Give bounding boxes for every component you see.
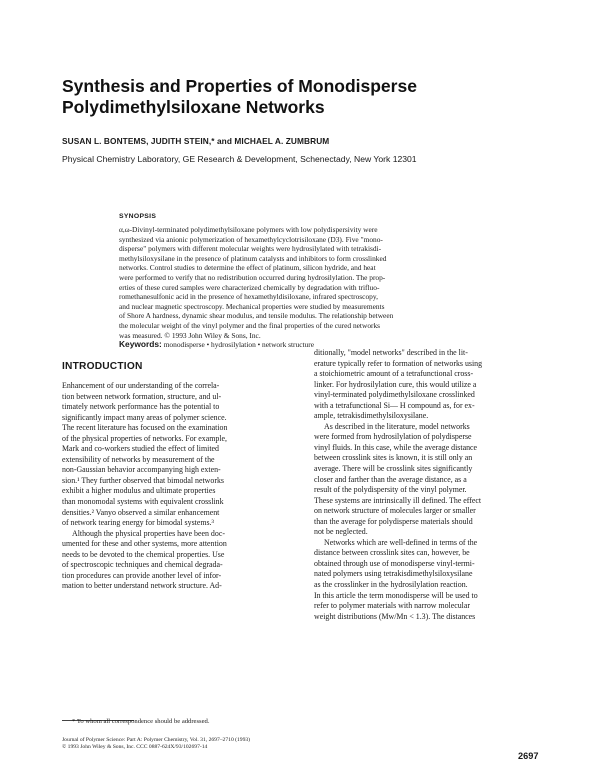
body-line: a stoichiometric amount of a tetrafunctional cross- <box>314 369 474 379</box>
body-line: with a tetrafunctional Si— H compound as, for ex- <box>314 400 475 410</box>
body-line: The recent literature has focused on the examination <box>62 423 228 433</box>
body-line: These systems are intrinsically ill defined. The effect <box>314 495 482 505</box>
body-line: significantly impact many areas of polymer science. <box>62 412 227 422</box>
abstract-line: synthesized via anionic polymerization of hexamethylcyclotrisiloxane (D3). Five "mono- <box>119 234 383 244</box>
body-line: densities.² Vanyo observed a similar enhancement <box>62 507 220 517</box>
body-line: average. There will be crosslink sites significantly <box>314 464 473 474</box>
body-line: than the average for polydisperse materials should <box>314 516 473 526</box>
body-line: on network structure of molecules larger or smaller <box>314 506 476 516</box>
title-line-2: Polydimethylsiloxane Networks <box>62 97 325 117</box>
body-line: Networks which are well-defined in terms of the <box>324 537 478 547</box>
keywords-label: Keywords: <box>119 340 162 350</box>
abstract-line: erties of these cured samples were characterized chemically by degradation with trifluo- <box>119 282 380 292</box>
body-column-left <box>62 381 294 592</box>
affiliation: Physical Chemistry Laboratory, GE Research & Development, Schenectady, New York 12301 <box>62 154 417 164</box>
title-line-1: Synthesis and Properties of Monodisperse <box>62 76 417 96</box>
abstract-line: methylsiloxysilane in the presence of platinum catalysts and inhibitors to form crosslinked <box>119 253 387 263</box>
abstract-line: of Shore A hardness, dynamic shear modulus, and tensile modulus. The relationship between <box>119 311 394 321</box>
body-line: Although the physical properties have been doc- <box>72 528 225 538</box>
article-title <box>62 76 542 118</box>
body-line: distance between crosslink sites can, however, be <box>314 548 470 558</box>
body-line: ditionally, "model networks" described in the lit- <box>314 348 468 357</box>
body-line: vinyl-terminated polydimethylsiloxane crosslinked <box>314 390 475 400</box>
abstract-line: romethanesulfonic acid in the presence of hexamethyldisiloxane, infrared spectroscopy, <box>119 292 378 302</box>
abstract-line: disperse" polymers with different molecular weights were hydrosilylated with tetrakisdi- <box>119 244 382 254</box>
synopsis-heading: SYNOPSIS <box>119 213 157 220</box>
body-line: sion.¹ They further observed that bimodal networks <box>62 475 224 485</box>
body-line: Mark and co-workers studied the effect of limited <box>62 444 219 454</box>
body-line: umented for these and other systems, more attention <box>62 539 227 549</box>
body-line: erature typically refer to formation of networks using <box>314 358 483 368</box>
body-line: refer to polymer materials with narrow molecular <box>314 601 470 611</box>
body-line: obtained through use of monodisperse vinyl-termi- <box>314 558 475 568</box>
correspondence-footnote: * To whom all correspondence should be addressed. <box>72 718 210 725</box>
body-line: than monomodal systems with equivalent crosslink <box>62 497 224 507</box>
introduction-heading: INTRODUCTION <box>62 361 143 372</box>
body-line: ample, tetrakisdimethylsiloxysilane. <box>314 411 429 421</box>
abstract-line: were performed to verify that no redistribution occurred during hydrosilylation. The prop- <box>119 272 386 282</box>
body-line: In this article the term monodisperse will be used to <box>314 590 478 600</box>
abstract-line: was measured. © 1993 John Wiley & Sons, Inc. <box>119 330 261 340</box>
body-line: closer and farther than the average distance, as a <box>314 474 467 484</box>
page-number: 2697 <box>518 751 539 761</box>
abstract-line: networks. Control studies to determine the effect of platinum, silicon hydride, and heat <box>119 263 376 273</box>
synopsis-abstract <box>119 225 541 350</box>
body-line: Enhancement of our understanding of the correla- <box>62 381 220 390</box>
abstract-line: and nuclear magnetic spectroscopy. Mechanical properties were studied by measurements <box>119 301 385 311</box>
body-line: timately network performance has the potential to <box>62 402 220 412</box>
journal-citation <box>62 737 298 751</box>
body-line: extensibility of networks by measurement of the <box>62 454 215 464</box>
body-line: of spectroscopic techniques and chemical degrada- <box>62 560 223 570</box>
body-line: as the crosslinker in the hydrosilylation reaction. <box>314 580 468 590</box>
body-line: weight distributions (Mw/Mn < 1.3). The distances <box>314 611 476 621</box>
body-line: vinyl fluids. In this case, while the average distance <box>314 442 478 452</box>
journal-line: © 1993 John Wiley & Sons, Inc. CCC 0887-624X/93/102697-14 <box>62 744 208 751</box>
body-line: between crosslink sites is known, it is still only an <box>314 453 473 463</box>
journal-line: Journal of Polymer Science: Part A: Polymer Chemistry, Vol. 31, 2697–2710 (1993) <box>62 737 251 743</box>
abstract-line: the molecular weight of the vinyl polymer and the final properties of the cured networks <box>119 320 381 330</box>
body-line: linker. For hydrosilylation cure, this would utilize a <box>314 379 477 389</box>
body-line: tion procedures can provide another level of infor- <box>62 570 222 580</box>
abstract-line: α,ω-Divinyl-terminated polydimethylsiloxane polymers with low polydispersivity were <box>119 225 378 234</box>
body-line: needs to be devoted to the chemical properties. Use <box>62 549 225 559</box>
body-line: exhibit a higher modulus and ultimate properties <box>62 486 216 496</box>
body-line: non-Gaussian behavior accompanying high exten- <box>62 465 221 475</box>
body-line: were formed from hydrosilylation of polydisperse <box>314 432 472 442</box>
body-line: tion between network formation, structure, and ul- <box>62 391 222 401</box>
body-line: nated polymers using tetrakisdimethylsiloxysilane <box>314 569 473 579</box>
body-line: of network tearing energy for bimodal systems.³ <box>62 518 214 528</box>
body-line: mation to better understand network structure. Ad- <box>62 581 222 591</box>
body-line: not be neglected. <box>314 527 368 537</box>
author-list: SUSAN L. BONTEMS, JUDITH STEIN,* and MICHAEL A. ZUMBRUM <box>62 136 330 146</box>
keywords-text: monodisperse • hydrosilylation • network structure <box>163 340 314 350</box>
body-line: As described in the literature, model networks <box>324 421 470 431</box>
body-line: result of the polydispersity of the vinyl polymer. <box>314 485 467 495</box>
body-column-right <box>314 348 546 622</box>
body-line: of the physical properties of networks. For example, <box>62 433 228 443</box>
